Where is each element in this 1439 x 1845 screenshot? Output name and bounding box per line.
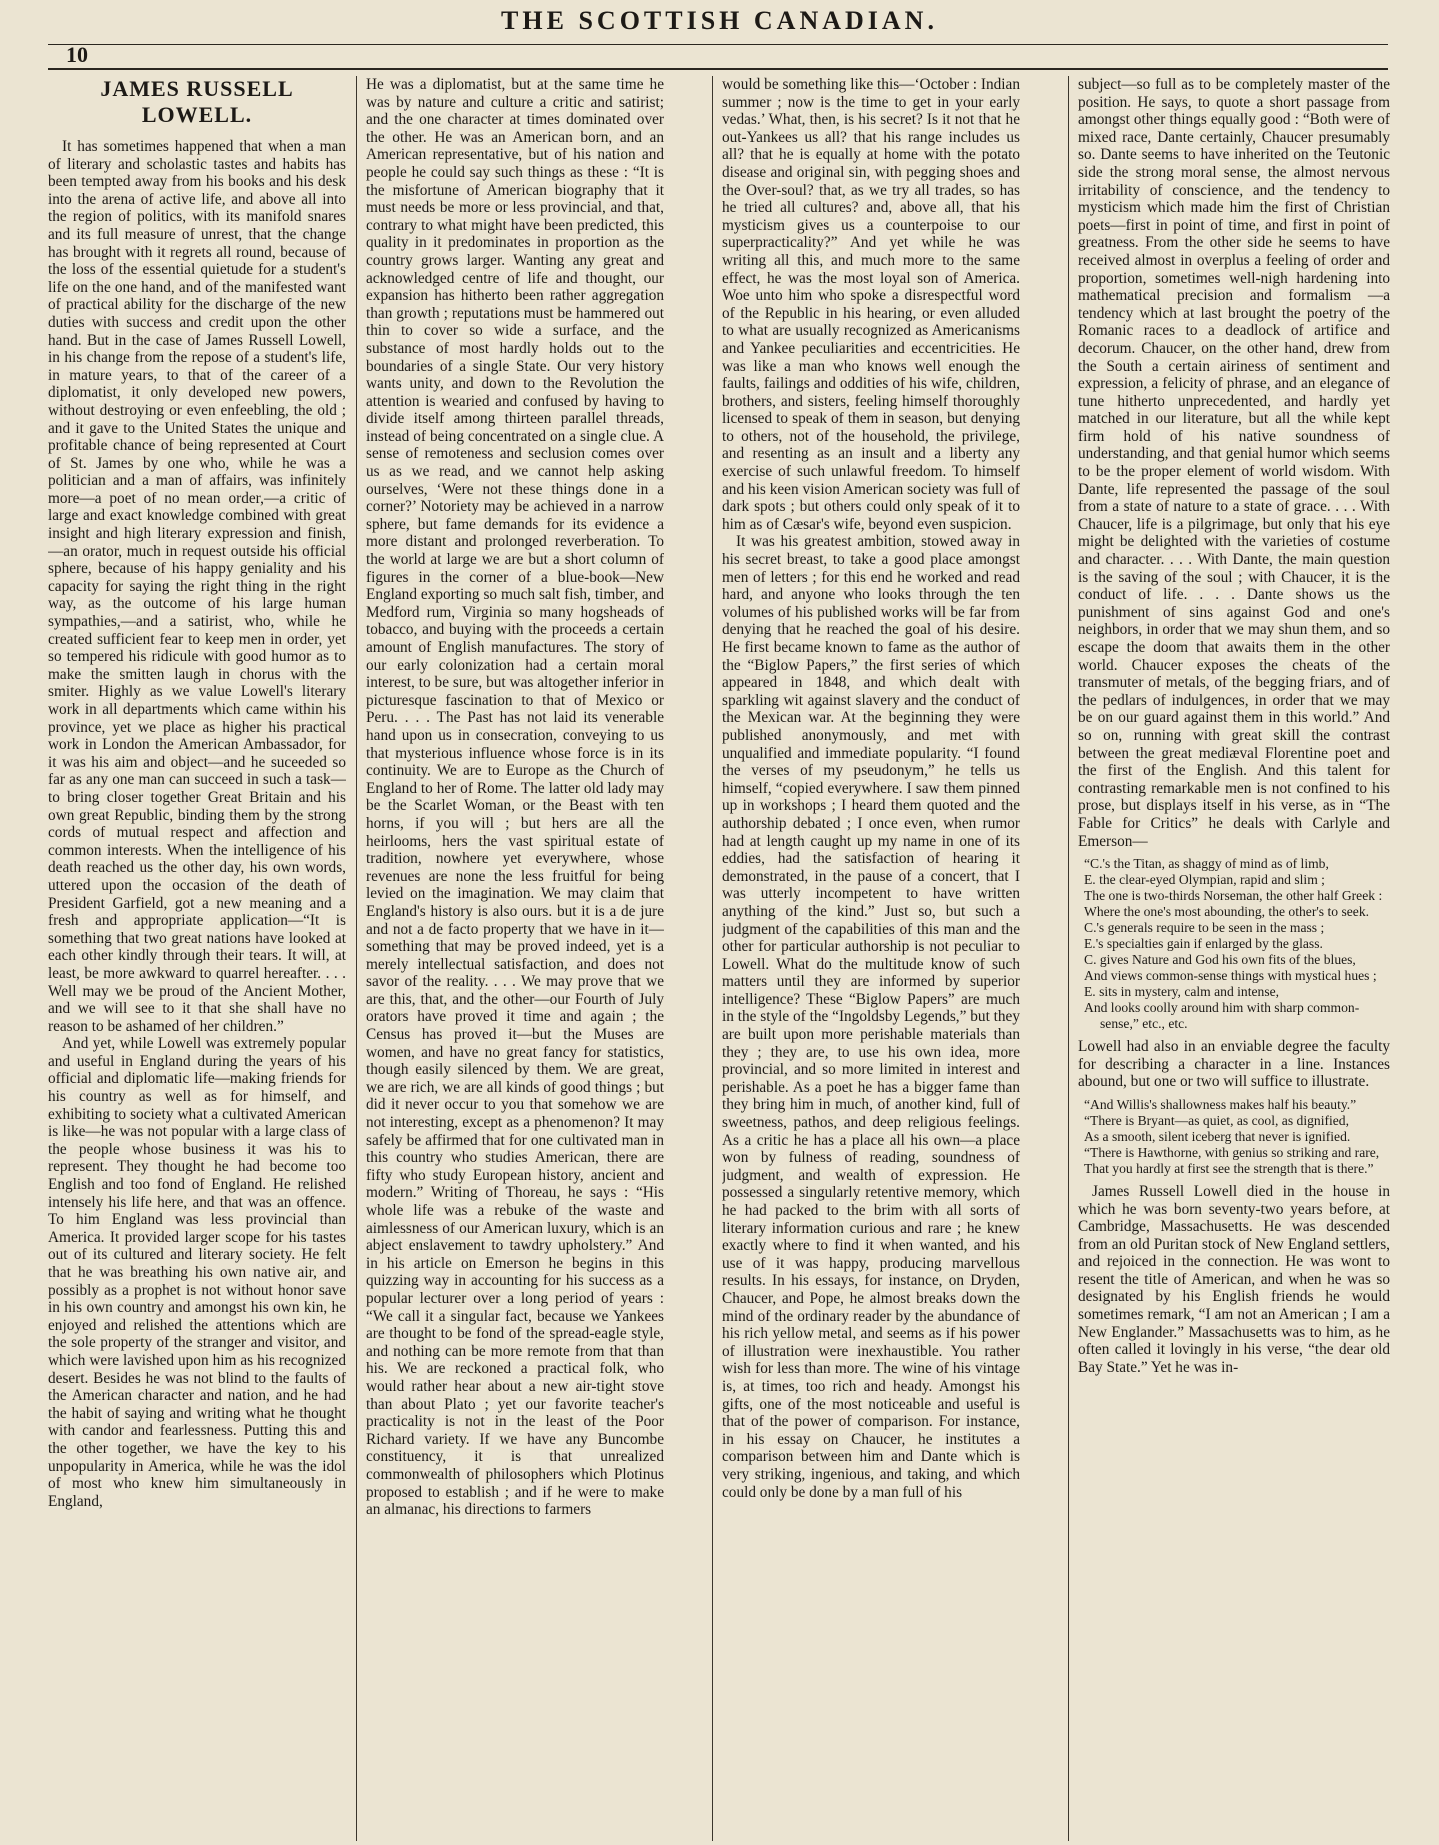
verse-quotation (1084, 856, 1390, 1032)
paragraph: subject—so full as to be completely master of the position. He says, to quote a short passage from amongst other things equally good : “Both were of mixed race, Dante certainly, Chaucer presumably so. Dante seems to have inherited on the Teutonic side the strong moral sense, the almost nervous irritability of conscience, and the tendency to mysticism which made him the first of Christian poets—first in point of time, and first in point of greatness. From the other side he seems to have received almost in overplus a feeling of order and proportion, sometimes well-nigh hardening into mathematical precision and formalism —a tendency which at last brought the poetry of the Romanic races to a deadlock of artifice and decorum. Chaucer, on the other hand, drew from the South a certain airiness of sentiment and expression, a felicity of phrase, and an elegance of tune hitherto unprecedented, and hardly yet matched in our literature, but all the while kept firm hold of his native soundness of understanding, and that genial humor which seems to be the proper element of world wisdom. With Dante, life represented the passage of the soul from a state of nature to a state of grace. . . . With Chaucer, life is a pilgrimage, but only that his eye might be delighted with the varieties of costume and character. . . . With Dante, the main question is the saving of the soul ; with Chaucer, it is the conduct of life. . . . Dante shows us the punishment of sins against God and one's neighbors, in order that we may shun them, and so escape the doom that awaits them in the other world. Chaucer exposes the cheats of the transmuter of metals, of the begging friars, and of the pedlars of indulgences, in order that we may be on our guard against them in this world.” And so on, running with great skill the contrast between the great mediæval Florentine poet and the first of the English. And this talent for contrasting remarkable men is not confined to his prose, but displays itself in his verse, as in “The Fable for Critics” he deals with Carlyle and Emerson— (1078, 76, 1390, 850)
verse-quotation (1084, 1097, 1390, 1177)
verse-line: E. the clear-eyed Olympian, rapid and slim ; (1084, 872, 1325, 888)
verse-line: E.'s specialties gain if enlarged by the glass. (1084, 936, 1323, 952)
verse-line: C. gives Nature and God his own fits of the blues, (1084, 952, 1356, 968)
column-divider (1068, 76, 1069, 1841)
masthead: THE SCOTTISH CANADIAN. (501, 6, 938, 35)
paragraph: would be something like this—‘October : Indian summer ; now is the time to get in your early vedas.’ What, then, is his secret? Is it not that he out-Yankees us all? that his range includes us all? that he is equally at home with the potato disease and original sin, with pegging shoes and the Over-soul? that, as we try all trades, so has he tried all cultures? and, above all, that his mysticism gives us a counterpoise to our superpracticality?” And yet while he was writing all this, and much more to the same effect, he was the most loyal son of America. Woe unto him who spoke a disrespectful word of the Republic in his hearing, or even alluded to what are usually recognized as Americanisms and Yankee peculiarities and eccentricities. He was like a man who knows well enough the faults, failings and oddities of his wife, children, brothers, and sisters, feeling himself thoroughly licensed to speak of them in season, but denying to others, not of the household, the privilege, and resenting as an insult and a liberty any exercise of such unlawful freedom. To himself and his keen vision American society was full of dark spots ; but others could only speak of it to him as of Cæsar's wife, beyond even suspicion. (722, 76, 1020, 533)
paragraph: James Russell Lowell died in the house in which he was born seventy-two years before, at Cambridge, Massachusetts. He was descended from an old Puritan stock of New England settlers, and rejoiced in the connection. He was wont to resent the title of American, and when he was so designated by his English friends he would sometimes remark, “I am not an American ; I am a New Englander.” Massachusetts was to him, as he often called it lovingly in his verse, “the dear old Bay State.” Yet he was in- (1078, 1182, 1390, 1376)
paragraph: Lowell had also in an enviable degree the faculty for describing a character in a line. Instances abound, but one or two will suffice to illustrate. (1078, 1038, 1390, 1091)
verse-line: Where the one's most abounding, the other's to seek. (1084, 904, 1370, 920)
column-2 (366, 76, 664, 1836)
paragraph: And yet, while Lowell was extremely popular and useful in England during the years of his official and diplomatic life—making friends for his country as well as for himself, and exhibiting to society what a cultivated American is like—he was not popular with a large class of the people whose business it was his to represent. They thought he had become too English and too fond of England. He relished intensely his life here, and that was an offence. To him England was less provincial than America. It provided larger scope for his tastes out of its cultured and literary society. He felt that he was breathing his own native air, and possibly as a prophet is not without honor save in his own country and amongst his own kin, he enjoyed and relished the attentions which are the sole property of the stranger and visitor, and which were lavished upon him as his recognized desert. Besides he was not blind to the faults of the American character and nation, and he had the habit of saying and writing what he thought with candor and fearlessness. Putting this and the other together, we have the key to his unpopularity in America, while he was the idol of most who knew him simultaneously in England, (48, 1035, 346, 1510)
paragraph: It has sometimes happened that when a man of literary and scholastic tastes and habits has been tempted away from his books and his desk into the arena of active life, and above all into the region of politics, with its manifold snares and its full measure of unrest, that the change has brought with it regrets all round, because of the loss of the essential quietude for a student's life on the one hand, and of the manifested want of practical ability for the discharge of the new duties with success and credit upon the other hand. But in the case of James Russell Lowell, in his change from the repose of a student's life, in mature years, to that of the career of a diplomatist, it only developed new powers, without destroying or even enfeebling, the old ; and it gave to the United States the unique and profitable chance of being represented at Court of St. James by one who, while he was a politician and a man of affairs, was infinitely more—a poet of no mean order,—a critic of large and exact knowledge combined with great insight and high literary expression and finish, —an orator, much in request outside his official sphere, because of his happy geniality and his capacity for saying the right thing in the right way, as the outcome of his large human sympathies,—and a satirist, who, while he created sufficient fear to keep men in order, yet so tempered his ridicule with good humor as to make the smitten laugh in chorus with the smiter. Highly as we value Lowell's literary work in all departments which came within his province, yet we place as higher his practical work in London the American Ambassador, for it was his aim and object—and he suceeded so far as any one man can succeed in such a task—to bring closer together Great Britain and his own great Republic, binding them by the strong cords of mutual respect and affection and common interests. When the intelligence of his death reached us the other day, his own words, uttered upon the occasion of the death of President Garfield, got a new meaning and a fresh and appropriate application—“It is something that two great nations have looked at each other kindly through their tears. It will, at least, be more awkward to quarrel hereafter. . . . Well may we be proud of the Ancient Mother, and we will see to it that she shall have no reason to be ashamed of her children.” (48, 138, 346, 1035)
header-rule-thin (48, 44, 1388, 45)
verse-line: “And Willis's shallowness makes half his beauty.” (1084, 1096, 1357, 1112)
column-3 (722, 76, 1020, 1836)
article-title: JAMES RUSSELL LOWELL. (100, 76, 294, 127)
verse-line: As a smooth, silent iceberg that never is ignified. (1084, 1128, 1351, 1144)
verse-line: The one is two-thirds Norseman, the other half Greek : (1084, 888, 1383, 904)
verse-line: C.'s generals require to be seen in the mass ; (1084, 920, 1325, 936)
column-divider (356, 76, 357, 1841)
header-rule-thick (48, 68, 1388, 70)
paragraph: He was a diplomatist, but at the same time he was by nature and culture a critic and satirist; and the one character at times dominated over the other. He was an American born, and an American representative, but of his nation and people he could say such things as these : “It is the misfortune of American biography that it must needs be more or less provincial, and that, contrary to what might have been predicted, this quality in it predominates in proportion as the country grows larger. Wanting any great and acknowledged centre of life and thought, our expansion has hitherto been rather aggregation than growth ; reputations must be hammered out thin to cover so wide a surface, and the substance of most hardly holds out to the boundaries of a single State. Our very history wants unity, and down to the Revolution the attention is wearied and confused by having to divide itself among thirteen parallel threads, instead of being concentrated on a single clue. A sense of remoteness and seclusion comes over us as we read, and we cannot help asking ourselves, ‘Were not these things done in a corner?’ Notoriety may be achieved in a narrow sphere, but fame demands for its evidence a more distant and prolonged reverberation. To the world at large we are but a short column of figures in the corner of a blue-book—New England exporting so much salt fish, timber, and Medford rum, Virginia so many hogsheads of tobacco, and buying with the proceeds a certain amount of English manufactures. The story of our early colonization had a certain moral interest, to be sure, but was altogether inferior in picturesque fascination to that of Mexico or Peru. . . . The Past has not laid its venerable hand upon us in consecration, conveying to us that mysterious influence whose force is in its continuity. We are to Europe as the Church of England to her of Rome. The latter old lady may be the Scarlet Woman, or the Beast with ten horns, if you will ; but hers are all the heirlooms, hers the vast spiritual estate of tradition, nowhere yet everywhere, whose revenues are none the less fruitful for being levied on the imagination. We may claim that England's history is also ours. but it is a de jure and not a de facto property that we have in it—something that may be proved indeed, yet is a merely intellectual satisfaction, and does not savor of the reality. . . . We may prove that we are this, that, and the other—our Fourth of July orators have proved it time and again ; the Census has proved it—but the Muses are women, and have no great fancy for statistics, though easily silenced by them. We are great, we are rich, we are all kinds of good things ; but did it never occur to you that somehow we are not interesting, except as a phenomenon? It may safely be affirmed that for one cultivated man in this country who studies American, there are fifty who study European history, ancient and modern.” Writing of Thoreau, he says : “His whole life was a rebuke of the waste and aimlessness of our American luxury, which is an abject enslavement to tawdry upholstery.” And in his article on Emerson he begins in this quizzing way in accounting for his success as a popular lecturer over a long period of years : “We call it a singular fact, because we Yankees are thought to be fond of the spread-eagle style, and nothing can be more remote from that than his. We are reckoned a practical folk, who would rather hear about a new air-tight stove than about Plato ; yet our favorite teacher's practicality is not in the least of the Poor Richard variety. If we have any Buncombe constituency, it is that unrealized commonwealth of philosophers which Plotinus proposed to establish ; and if he were to make an almanac, his directions to farmers (366, 76, 664, 1519)
verse-line: And views common-sense things with mystical hues ; (1084, 968, 1377, 984)
column-divider (712, 76, 713, 1841)
verse-line: “C.'s the Titan, as shaggy of mind as of limb, (1084, 856, 1329, 872)
verse-line: And looks coolly around him with sharp common-sense,” etc., etc. (1084, 1000, 1360, 1032)
paragraph: It was his greatest ambition, stowed away in his secret breast, to take a good place amongst men of letters ; for this end he worked and read hard, and anyone who looks through the ten volumes of his published works will be far from denying that he reached the goal of his desire. He first became known to fame as the author of the “Biglow Papers,” the first series of which appeared in 1848, and which dealt with sparkling wit against slavery and the conduct of the Mexican war. At the beginning they were published anonymously, and met with unqualified and immediate popularity. “I found the verses of my pseudonym,” he tells us himself, “copied everywhere. I saw them pinned up in workshops ; I heard them quoted and the authorship debated ; I once even, when rumor had at length caught up my name in one of its eddies, had the satisfaction of hearing it demonstrated, in the pause of a concert, that I was utterly incompetent to have written anything of the kind.” Just so, but such a judgment of the capabilities of this man and the other for particular authorship is not peculiar to Lowell. What do the multitude know of such matters until they are informed by superior intelligence? These “Biglow Papers” are much in the style of the “Ingoldsby Legends,” but they are built upon more perishable materials than they ; they are, to use his own idea, more provincial, and so more limited in interest and perishable. As a poet he has a bigger fame than they bring him in much, of another kind, full of sweetness, pathos, and deep religious feelings. As a critic he has a place all his own—a place won by fulness of reading, soundness of judgment, and wealth of expression. He possessed a singularly retentive memory, which he had packed to the brim with all sorts of literary information curious and rare ; he knew exactly where to find it when wanted, and his use of it was happy, producing marvellous results. In his essays, for instance, on Dryden, Chaucer, and Pope, he almost breaks down the mind of the ordinary reader by the abundance of his rich yellow metal, and seems as if his power of illustration were inexhaustible. You rather wish for less than more. The wine of his vintage is, at times, too rich and heady. Amongst his gifts, one of the most noticeable and useful is that of the power of comparison. For instance, in his essay on Chaucer, he institutes a comparison between him and Dante which is very striking, ingenious, and taking, and which could only be done by a man full of his (722, 533, 1020, 1501)
verse-line: “There is Bryant—as quiet, as cool, as dignified, (1084, 1112, 1350, 1128)
column-4 (1078, 76, 1390, 1836)
verse-line: “There is Hawthorne, with genius so striking and rare, (1084, 1144, 1380, 1160)
verse-line: E. sits in mystery, calm and intense, (1084, 984, 1280, 1000)
page-number: 10 (66, 42, 88, 67)
column-1 (48, 76, 346, 1836)
verse-line: That you hardly at first see the strength that is there.” (1084, 1160, 1374, 1176)
